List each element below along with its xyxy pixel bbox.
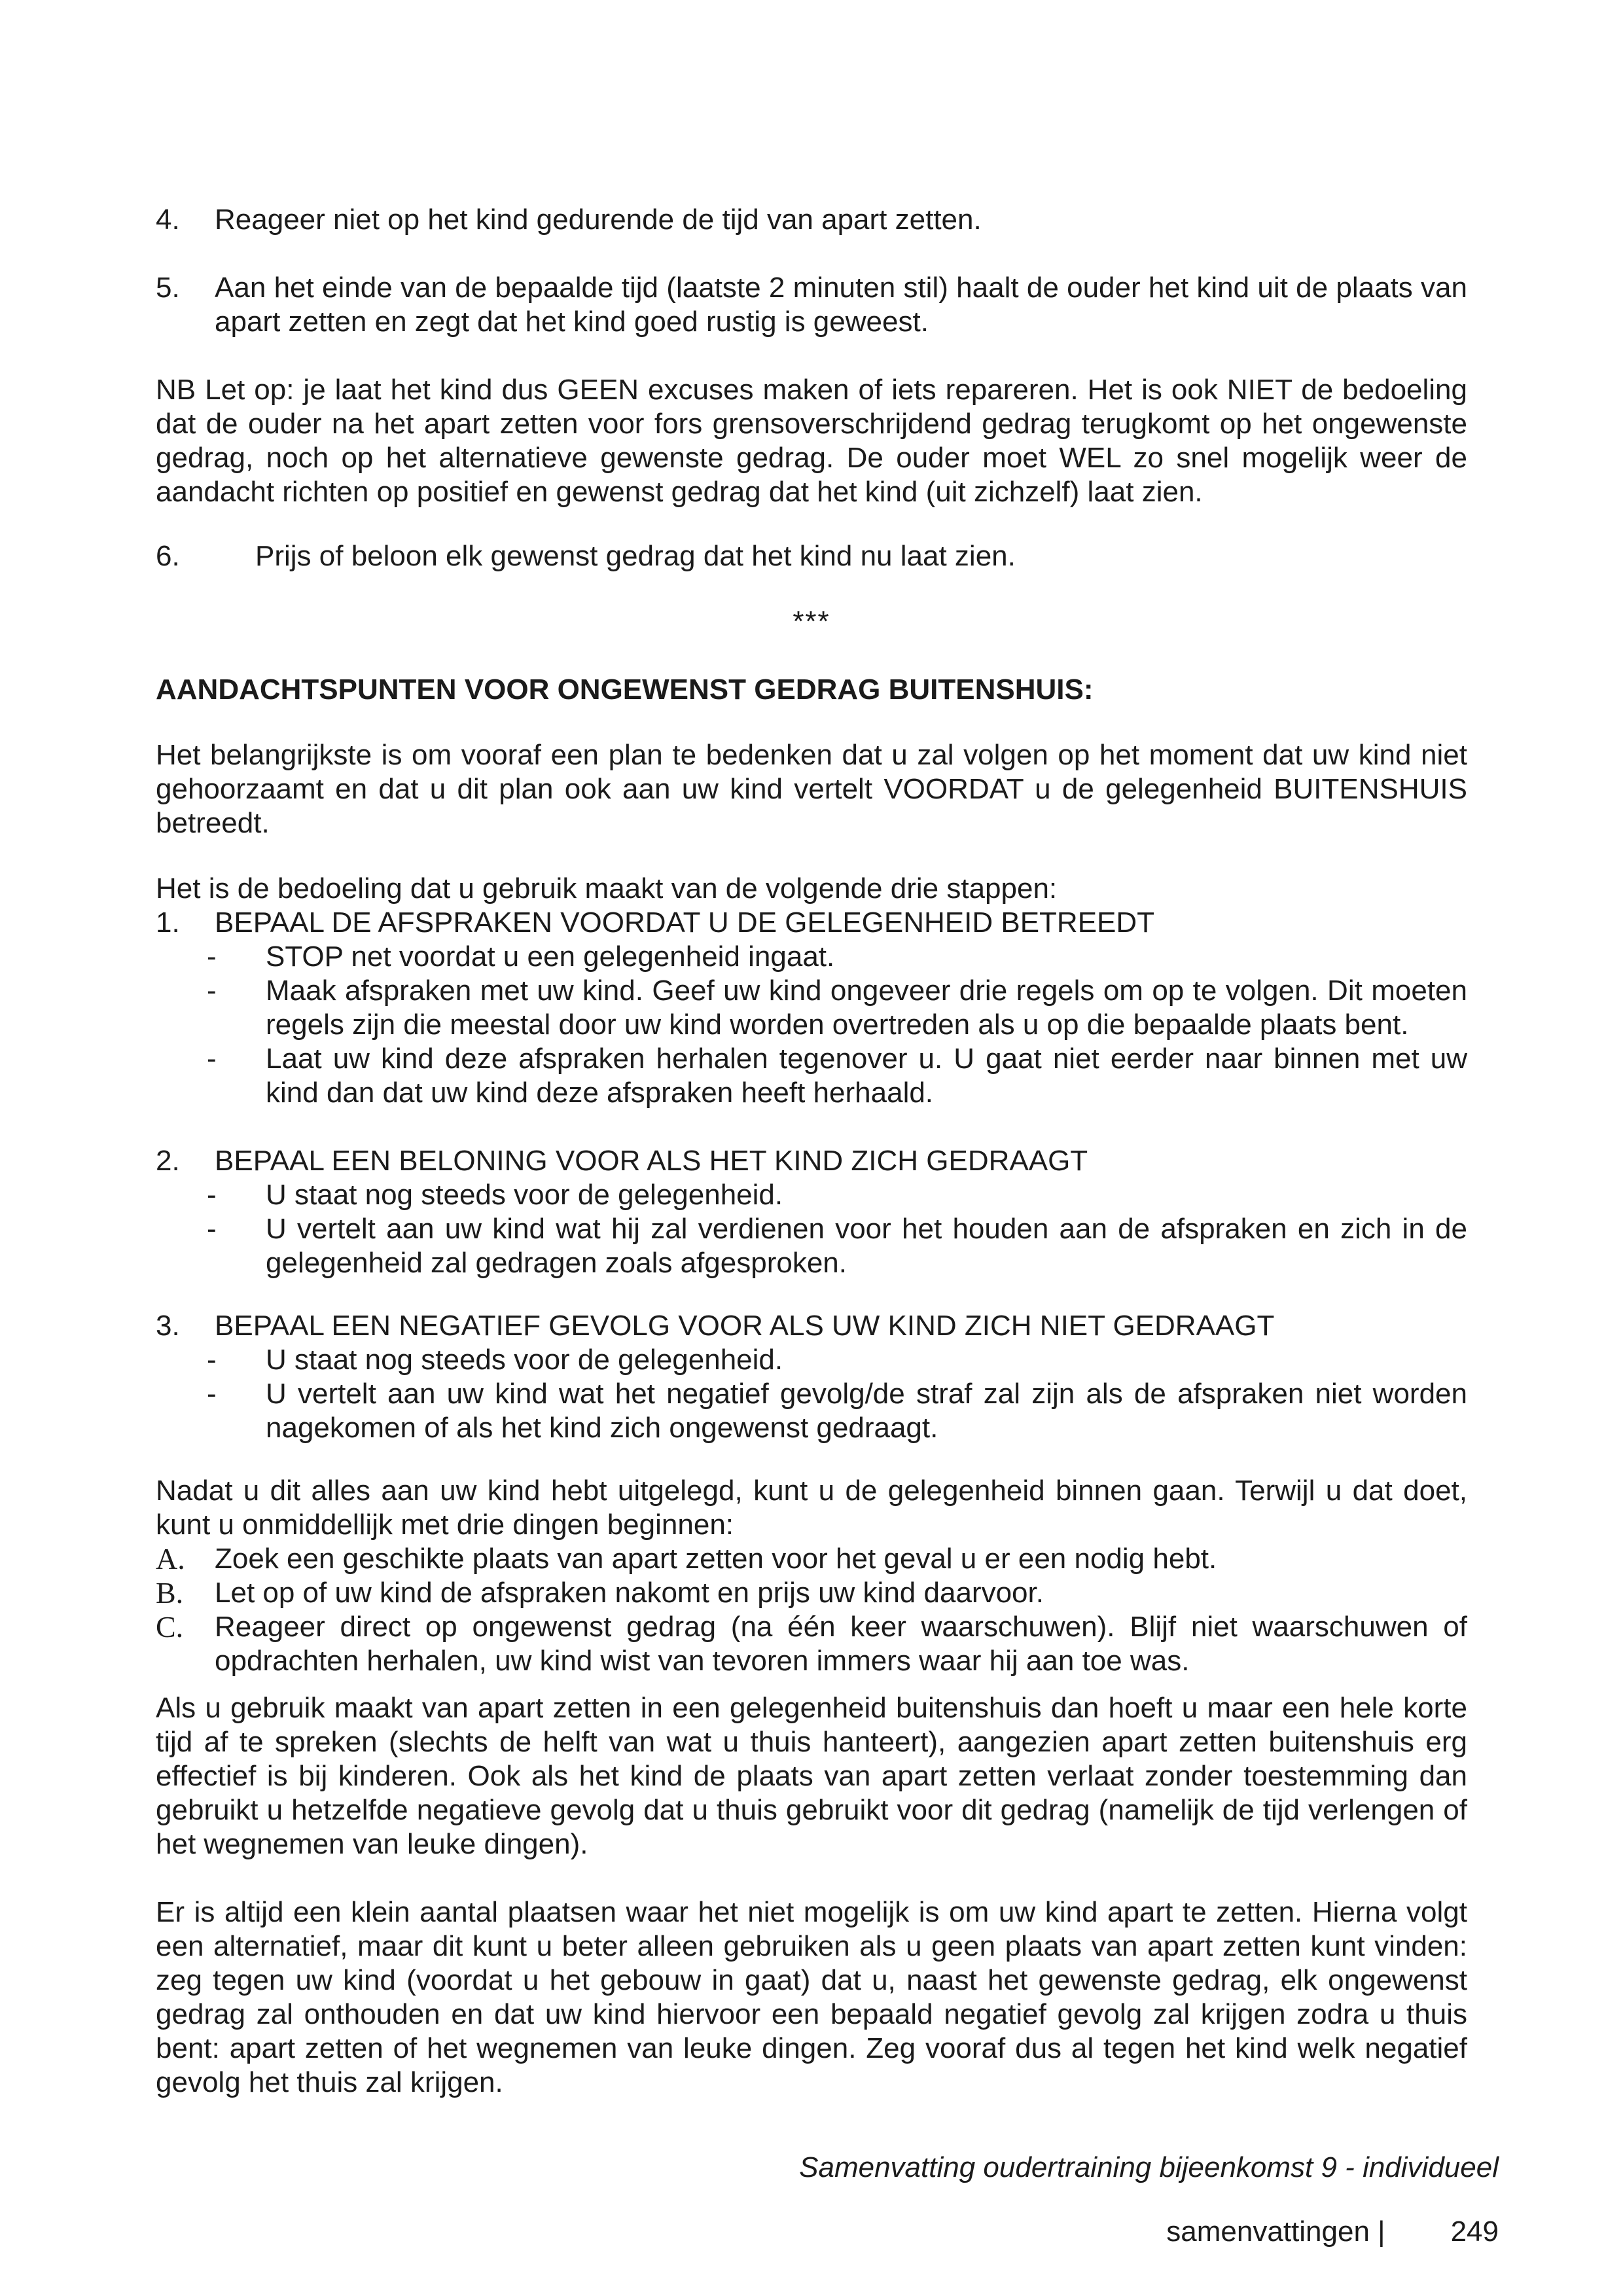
bullet-text: Maak afspraken met uw kind. Geef uw kind ongeveer drie regels om op te volgen. Dit moeten regels zijn die meestal door uw kind worden overtreden als u op die bepaalde plaats bent. — [266, 975, 1467, 1041]
step-1-bullet — [156, 1042, 1467, 1110]
step-3-bullet — [156, 1343, 1467, 1377]
page-content — [156, 203, 1499, 2249]
letter-label: C. — [156, 1610, 184, 1643]
step-3-title-row — [156, 1309, 1467, 1343]
dash-marker: - — [207, 1179, 217, 1211]
nb-note-paragraph: NB Let op: je laat het kind dus GEEN excuses maken of iets repareren. Het is ook NIET de bedoeling dat de ouder na het apart zetten voor fors grensoverschrijdend gedrag terugkomt op het ongewenste gedrag, noch op het alternatieve gewenste gedrag. De ouder moet WEL zo snel mogelijk weer de aandacht richten op positief en gewenst gedrag dat het kind (uit zichzelf) laat zien. — [156, 374, 1467, 508]
letter-text: Zoek een geschikte plaats van apart zetten voor het geval u er een nodig hebt. — [215, 1543, 1217, 1575]
alternative-paragraph: Er is altijd een klein aantal plaatsen waar het niet mogelijk is om uw kind apart te zetten. Hierna volgt een alternatief, maar dit kunt u beter alleen gebruiken als u geen plaats van apart zetten kunt vinden: zeg tegen uw kind (voordat u het gebouw in gaat) dat u, naast het gewenste gedrag, elk ongewenst gedrag zal onthouden en dat uw kind hiervoor een bepaald negatief gevolg zal krijgen zodra u thuis bent: apart zetten of het wegnemen van leuke dingen. Zeg vooraf dus al tegen het kind welk negatief gevolg het thuis zal krijgen. — [156, 1896, 1467, 2098]
footer-page-number: 249 — [1450, 2215, 1499, 2248]
bullet-text: U vertelt aan uw kind wat het negatief gevolg/de straf zal zijn als de afspraken niet worden nagekomen of als het kind zich ongewenst gedraagt. — [266, 1378, 1467, 1444]
step-number: 3. — [156, 1310, 180, 1342]
step-2-title-row — [156, 1144, 1467, 1178]
bullet-text: U vertelt aan uw kind wat hij zal verdienen voor het houden aan de afspraken en zich in de gelegenheid zal gedragen zoals afgesproken. — [266, 1213, 1467, 1279]
step-1-bullet — [156, 940, 1467, 974]
item-number: 4. — [156, 204, 180, 236]
step-1-bullet — [156, 974, 1467, 1042]
footer-section-label: samenvattingen | — [1166, 2215, 1385, 2248]
letter-text: Reageer direct op ongewenst gedrag (na één keer waarschuwen). Blijf niet waarschuwen of opdrachten herhalen, uw kind wist van tevoren immers waar hij aan toe was. — [215, 1611, 1467, 1677]
bullet-text: Laat uw kind deze afspraken herhalen tegenover u. U gaat niet eerder naar binnen met uw kind dan dat uw kind deze afspraken heeft herhaald. — [266, 1043, 1467, 1109]
item-text: Reageer niet op het kind gedurende de tijd van apart zetten. — [215, 204, 982, 236]
step-2-bullet — [156, 1178, 1467, 1212]
step-title: BEPAAL DE AFSPRAKEN VOORDAT U DE GELEGENHEID BETREEDT — [215, 906, 1155, 939]
step-1-title-row — [156, 906, 1467, 940]
numbered-item-4 — [156, 203, 1467, 237]
step-2-bullet — [156, 1212, 1467, 1280]
item-number: 6. — [156, 540, 180, 572]
dash-marker: - — [207, 1378, 217, 1410]
letter-item-b — [156, 1576, 1467, 1610]
step-number: 1. — [156, 906, 180, 939]
section-heading: AANDACHTSPUNTEN VOOR ONGEWENST GEDRAG BUITENSHUIS: — [156, 673, 1094, 706]
numbered-item-6 — [156, 539, 1467, 573]
dash-marker: - — [207, 975, 217, 1007]
dash-marker: - — [207, 941, 217, 973]
dash-marker: - — [207, 1213, 217, 1245]
bullet-text: U staat nog steeds voor de gelegenheid. — [266, 1344, 783, 1376]
letter-item-c — [156, 1610, 1467, 1678]
bullet-text: STOP net voordat u een gelegenheid ingaat. — [266, 941, 835, 973]
step-title: BEPAAL EEN NEGATIEF GEVOLG VOOR ALS UW KIND ZICH NIET GEDRAAGT — [215, 1310, 1275, 1342]
step-3-bullet — [156, 1377, 1467, 1445]
dash-marker: - — [207, 1344, 217, 1376]
numbered-item-5 — [156, 271, 1467, 339]
after-steps-paragraph: Nadat u dit alles aan uw kind hebt uitgelegd, kunt u de gelegenheid binnen gaan. Terwijl u dat doet, kunt u onmiddellijk met drie dingen beginnen: — [156, 1475, 1467, 1541]
item-number: 5. — [156, 272, 180, 304]
asterisk-separator: *** — [793, 605, 830, 637]
steps-intro: Het is de bedoeling dat u gebruik maakt van de volgende drie stappen: — [156, 872, 1058, 905]
plan-paragraph: Het belangrijkste is om vooraf een plan te bedenken dat u zal volgen op het moment dat uw kind niet gehoorzaamt en dat u dit plan ook aan uw kind vertelt VOORDAT u de gelegenheid BUITENSHUIS betreedt. — [156, 739, 1467, 839]
item-text: Prijs of beloon elk gewenst gedrag dat het kind nu laat zien. — [255, 540, 1016, 572]
letter-text: Let op of uw kind de afspraken nakomt en prijs uw kind daarvoor. — [215, 1577, 1044, 1609]
source-caption: Samenvatting oudertraining bijeenkomst 9 - individueel — [799, 2151, 1499, 2183]
page-footer — [156, 2215, 1499, 2249]
letter-label: A. — [156, 1542, 185, 1575]
item-text: Aan het einde van de bepaalde tijd (laatste 2 minuten stil) haalt de ouder het kind uit de plaats van apart zetten en zegt dat het kind goed rustig is geweest. — [215, 272, 1467, 338]
short-time-paragraph: Als u gebruik maakt van apart zetten in een gelegenheid buitenshuis dan hoeft u maar een hele korte tijd af te spreken (slechts de helft van wat u thuis hanteert), aangezien apart zetten buitenshuis erg effectief is bij kinderen. Ook als het kind de plaats van apart zetten verlaat zonder toestemming dan gebruikt u hetzelfde negatieve gevolg dat u thuis gebruikt voor dit gedrag (namelijk de tijd verlengen of het wegnemen van leuke dingen). — [156, 1692, 1467, 1860]
letter-item-a — [156, 1542, 1467, 1576]
bullet-text: U staat nog steeds voor de gelegenheid. — [266, 1179, 783, 1211]
step-title: BEPAAL EEN BELONING VOOR ALS HET KIND ZICH GEDRAAGT — [215, 1145, 1088, 1177]
step-number: 2. — [156, 1145, 180, 1177]
letter-label: B. — [156, 1576, 184, 1609]
dash-marker: - — [207, 1043, 217, 1075]
